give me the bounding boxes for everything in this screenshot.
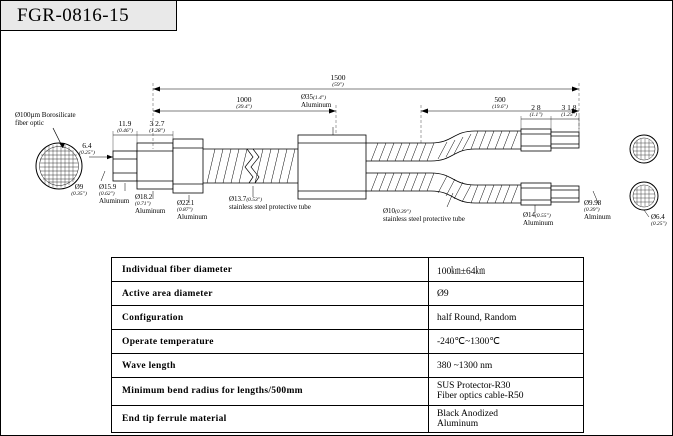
spec-label: Operate temperature (112, 330, 429, 354)
callout-d9-98: Ø9.98 (0.39") Alminum (584, 199, 611, 222)
spec-value (429, 405, 584, 433)
spec-value-line2: Aluminum (437, 418, 479, 429)
callout-d6-4: Ø6.4 (0.25") (651, 213, 667, 228)
dim-31-8: 3 1.8 (1.25") (561, 103, 577, 118)
table-row (112, 354, 584, 378)
dim-1500: 1500 (59") (330, 73, 346, 88)
assembly-drawing (1, 31, 672, 246)
table-row (112, 306, 584, 330)
dim-1000: 1000 (39.4") (236, 95, 252, 110)
callout-d14: Ø14(0.55") Aluminum (523, 211, 554, 228)
callout-d15-9: Ø15.9 (0.62") Aluminum (99, 183, 130, 206)
dim-6-4: 6.4 (0.25") (79, 141, 95, 156)
callout-d22-1: Ø22.1 (0.87") Aluminum (177, 199, 208, 222)
spec-value: half Round, Random (429, 306, 584, 330)
spec-value (429, 378, 584, 406)
spec-value: Ø9 (429, 282, 584, 306)
spec-value: 380 ~1300 nm (429, 354, 584, 378)
table-row (112, 405, 584, 433)
spec-value: -240℃~1300℃ (429, 330, 584, 354)
table-row (112, 330, 584, 354)
spec-label: End tip ferrule material (112, 405, 429, 433)
specification-table (111, 257, 584, 433)
spec-value: 100㎞±64㎞ (429, 258, 584, 282)
spec-label: Active area diameter (112, 282, 429, 306)
spec-value-line1: SUS Protector-R30 (437, 381, 511, 391)
callout-fiber-optic: Ø100µm Borosilicate fiber optic (15, 111, 76, 128)
dim-11-9: 11.9 (0.46") (117, 119, 133, 134)
callout-d10: Ø10(0.39") stainless steel protective tube (383, 207, 465, 224)
table-row (112, 282, 584, 306)
spec-value-line1: Black Anodized (437, 408, 498, 419)
spec-label: Minimum bend radius for lengths/500mm (112, 378, 429, 406)
spec-label: Individual fiber diameter (112, 258, 429, 282)
spec-value-line2: Fiber optics cable-R50 (437, 391, 524, 402)
spec-label: Configuration (112, 306, 429, 330)
dim-32-7: 3 2.7 (1.28") (149, 119, 165, 134)
table-row (112, 258, 584, 282)
callout-d9: Ø9 (0.35") (71, 183, 87, 198)
callout-d13-7: Ø13.7(0.53") stainless steel protective tube (229, 195, 311, 212)
callout-d18-2: Ø18.2 (0.71") Aluminum (135, 193, 166, 216)
part-number-tab (1, 1, 177, 31)
table-row (112, 378, 584, 406)
assembly-drawing-svg (1, 31, 672, 246)
spec-label: Wave length (112, 354, 429, 378)
part-number-label: FGR-0816-15 (17, 4, 130, 26)
callout-d35: Ø35(1.4") Aluminum (301, 93, 332, 110)
dim-500: 500 (19.6") (492, 95, 508, 110)
dim-28: 2 8 (1.1") (529, 103, 543, 118)
